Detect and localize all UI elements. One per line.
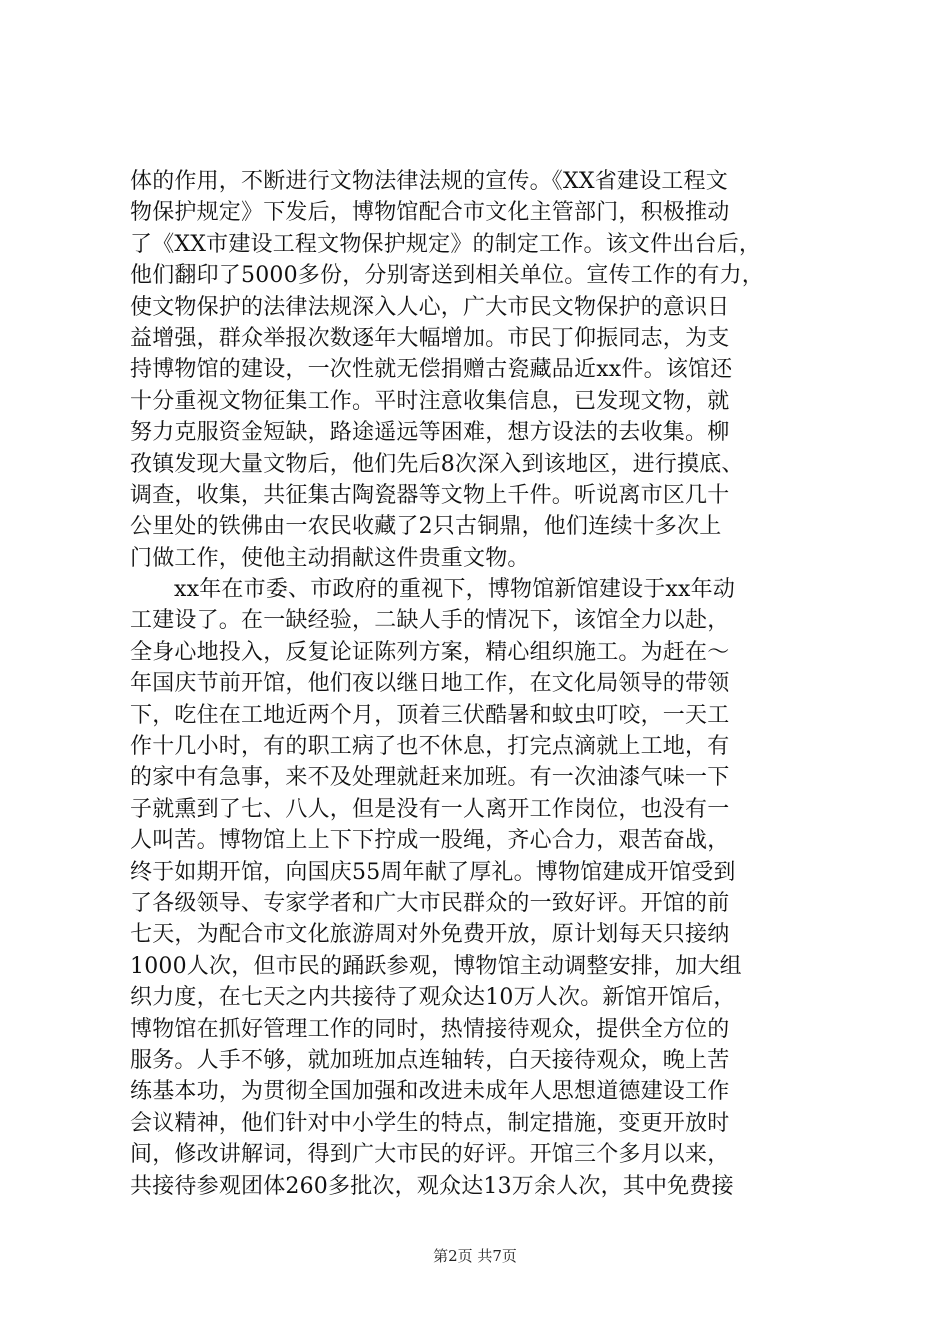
text-line: 间，修改讲解词，得到广大市民的好评。开馆三个多月以来， [130,1142,730,1168]
text-line: 孜镇发现大量文物后，他们先后8次深入到该地区，进行摸底、 [130,451,744,477]
text-line: 使文物保护的法律法规深入人心，广大市民文物保护的意识日 [130,294,730,320]
text-line: 持博物馆的建设，一次性就无偿捐赠古瓷藏品近xx件。该馆还 [130,357,733,383]
text-line: 共接待参观团体260多批次，观众达13万余人次，其中免费接 [130,1173,734,1199]
text-line: 织力度，在七天之内共接待了观众达10万人次。新馆开馆后， [130,985,736,1011]
text-line: 会议精神，他们针对中小学生的特点，制定措施，变更开放时 [130,1110,730,1136]
text-line: 1000人次，但市民的踊跃参观，博物馆主动调整安排，加大组 [130,953,742,979]
text-line: 了《XX市建设工程文物保护规定》的制定工作。该文件出台后， [130,231,762,257]
text-line: 公里处的铁佛由一农民收藏了2只古铜鼎，他们连续十多次上 [130,514,722,540]
text-line: 作十几小时，有的职工病了也不休息，打完点滴就上工地，有 [130,734,730,760]
text-line: 了各级领导、专家学者和广大市民群众的一致好评。开馆的前 [130,890,730,916]
text-line: 服务。人手不够，就加班加点连轴转，白天接待观众，晚上苦 [130,1047,730,1073]
text-line: 十分重视文物征集工作。平时注意收集信息，已发现文物，就 [130,388,730,414]
paragraph-start-line: xx年在市委、市政府的重视下，博物馆新馆建设于xx年动 [174,577,736,603]
text-line: 努力克服资金短缺，路途遥远等困难，想方设法的去收集。柳 [130,420,730,446]
text-line: 七天，为配合市文化旅游周对外免费开放，原计划每天只接纳 [130,922,730,948]
text-line: 体的作用，不断进行文物法律法规的宣传。《XX省建设工程文 [130,169,728,194]
text-line: 终于如期开馆，向国庆55周年献了厚礼。博物馆建成开馆受到 [130,859,736,885]
text-line: 物保护规定》下发后，博物馆配合市文化主管部门，积极推动 [130,200,730,226]
body-text [130,166,830,1202]
text-line: 调查，收集，共征集古陶瓷器等文物上千件。听说离市区几十 [130,482,730,508]
text-line: 益增强，群众举报次数逐年大幅增加。市民丁仰振同志，为支 [130,325,730,351]
text-line: 下，吃住在工地近两个月，顶着三伏酷暑和蚊虫叮咬，一天工 [130,702,730,728]
text-line: 他们翻印了5000多份，分别寄送到相关单位。宣传工作的有力， [130,263,764,289]
text-line: 练基本功，为贯彻全国加强和改进未成年人思想道德建设工作 [130,1079,730,1105]
text-line: 博物馆在抓好管理工作的同时，热情接待观众，提供全方位的 [130,1016,730,1042]
text-line: 的家中有急事，来不及处理就赶来加班。有一次油漆气味一下 [130,765,730,791]
text-line: 年国庆节前开馆，他们夜以继日地工作，在文化局领导的带领 [130,671,730,697]
text-line: 工建设了。在一缺经验，二缺人手的情况下，该馆全力以赴， [130,608,730,634]
text-line: 人叫苦。博物馆上上下下拧成一股绳，齐心合力，艰苦奋战， [130,828,730,854]
text-line: 子就熏到了七、八人，但是没有一人离开工作岗位，也没有一 [130,796,730,822]
page-footer: 第2页 共7页 [433,1247,517,1265]
text-line: 全身心地投入，反复论证陈列方案，精心组织施工。为赶在～ [130,639,730,665]
text-line: 门做工作，使他主动捐献这件贵重文物。 [130,545,530,571]
